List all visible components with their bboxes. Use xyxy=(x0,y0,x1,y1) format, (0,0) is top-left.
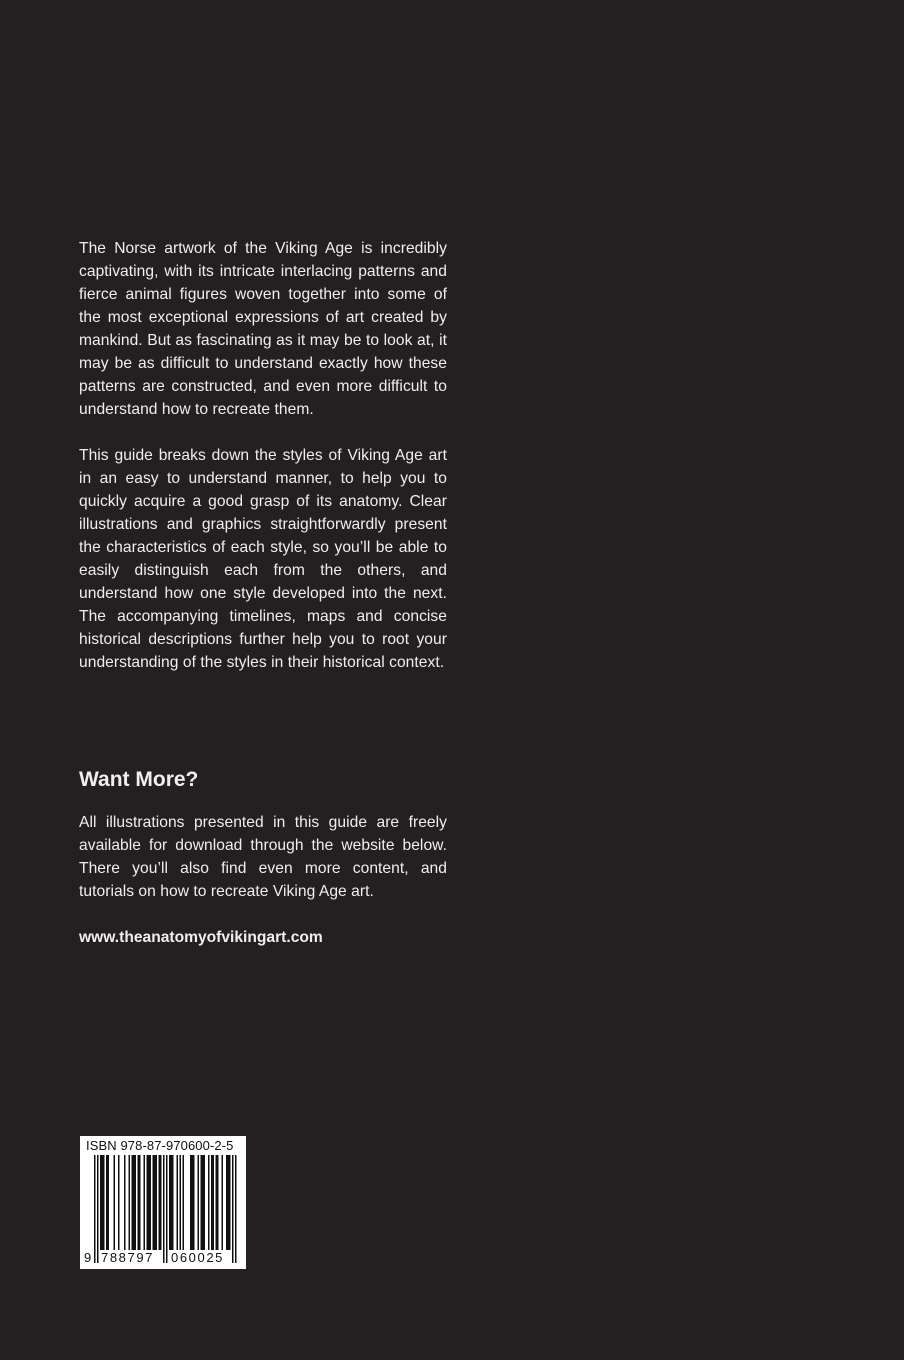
isbn-barcode xyxy=(80,1136,246,1269)
barcode-bar xyxy=(132,1155,137,1250)
barcode-bar xyxy=(106,1155,109,1250)
barcode-bar xyxy=(177,1155,179,1250)
barcode-lead-digit: 9 xyxy=(84,1250,92,1265)
barcode-bar xyxy=(153,1155,158,1250)
website-link[interactable]: www.theanatomyofvikingart.com xyxy=(79,929,323,946)
barcode-right-digits: 060025 xyxy=(171,1250,224,1265)
barcode-bar xyxy=(129,1155,131,1250)
barcode-bar xyxy=(180,1155,182,1250)
barcode-guard-bar xyxy=(235,1155,237,1263)
want-more-heading: Want More? xyxy=(79,768,199,791)
barcode-bar xyxy=(100,1155,105,1250)
barcode-bar xyxy=(147,1155,152,1250)
barcode-bar xyxy=(138,1155,141,1250)
barcode-bar xyxy=(118,1155,120,1250)
barcode-bar xyxy=(159,1155,162,1250)
barcode-left-digits: 788797 xyxy=(101,1250,154,1265)
barcode-bar xyxy=(211,1155,214,1250)
barcode-guard-bar xyxy=(163,1155,165,1263)
barcode-bar xyxy=(169,1155,174,1250)
barcode-bar xyxy=(198,1155,200,1250)
barcode-bar xyxy=(144,1155,146,1250)
barcode-bar xyxy=(190,1155,195,1250)
isbn-label: ISBN 978-87-970600-2-5 xyxy=(86,1138,234,1153)
barcode-bar xyxy=(216,1155,219,1250)
barcode-bar xyxy=(124,1155,126,1250)
intro-paragraph-2: This guide breaks down the styles of Viking Age art in an easy to understand manner, to help you to quickly acquire a good grasp of its anatomy. Clear illustrations and graphics straightforwardly present the characteristics of each style, so you’ll be able to easily distinguish each from the others, and understand how one style developed into the next. The accompanying timelines, maps and concise historical descriptions further help you to root your understanding of the styles in their historical context. xyxy=(79,447,447,671)
barcode-bar xyxy=(201,1155,206,1250)
barcode-guard-bar xyxy=(232,1155,234,1263)
barcode-guard-bar xyxy=(94,1155,96,1263)
barcode-guard-bar xyxy=(166,1155,168,1263)
barcode-bar xyxy=(208,1155,210,1250)
intro-paragraph-1: The Norse artwork of the Viking Age is incredibly captivating, with its intricate interlacing patterns and fierce animal figures woven together into some of the most exceptional expressions of art created by mankind. But as fascinating as it may be to look at, it may be as difficult to understand exactly how these patterns are constructed, and even more difficult to understand how to recreate them. xyxy=(79,240,447,418)
barcode-bar xyxy=(226,1155,231,1250)
want-more-text: All illustrations presented in this guide are freely available for download through the website below. There you’ll also find even more content, and tutorials on how to recreate Viking Age art. xyxy=(79,814,447,900)
barcode-bar xyxy=(222,1155,224,1250)
barcode-bar xyxy=(114,1155,116,1250)
barcode-bar xyxy=(183,1155,185,1250)
barcode-guard-bar xyxy=(97,1155,99,1263)
